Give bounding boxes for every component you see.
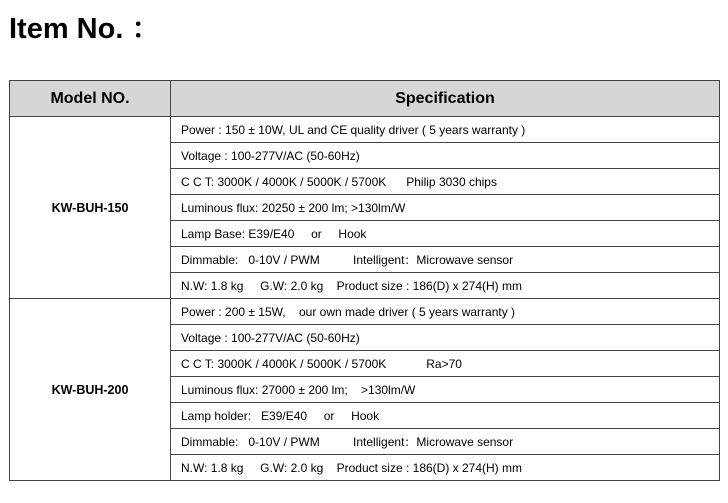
spec-lamp-holder: Lamp holder: E39/E40 or Hook — [171, 403, 720, 429]
header-model-no: Model NO. — [10, 81, 171, 117]
specification-table — [9, 80, 720, 481]
spec-weight-size: N.W: 1.8 kg G.W: 2.0 kg Product size : 186(D) x 274(H) mm — [171, 273, 720, 299]
model-cell: KW-BUH-150 — [10, 117, 171, 299]
spec-power: Power : 150 ± 10W, UL and CE quality driver ( 5 years warranty ) — [171, 117, 720, 143]
model-cell: KW-BUH-200 — [10, 299, 171, 481]
spec-dimmable: Dimmable: 0-10V / PWM Intelligent：Microwave sensor — [171, 247, 720, 273]
spec-voltage: Voltage : 100-277V/AC (50-60Hz) — [171, 325, 720, 351]
spec-luminous-flux: Luminous flux: 20250 ± 200 lm; >130lm/W — [171, 195, 720, 221]
spec-cct: C C T: 3000K / 4000K / 5000K / 5700K Ra>70 — [171, 351, 720, 377]
spec-dimmable: Dimmable: 0-10V / PWM Intelligent：Microwave sensor — [171, 429, 720, 455]
header-specification: Specification — [171, 81, 720, 117]
spec-voltage: Voltage : 100-277V/AC (50-60Hz) — [171, 143, 720, 169]
spec-luminous-flux: Luminous flux: 27000 ± 200 lm; >130lm/W — [171, 377, 720, 403]
spec-weight-size: N.W: 1.8 kg G.W: 2.0 kg Product size : 186(D) x 274(H) mm — [171, 455, 720, 481]
spec-power: Power : 200 ± 15W, our own made driver ( 5 years warranty ) — [171, 299, 720, 325]
item-number-heading: Item No. ： — [9, 13, 161, 45]
spec-cct: C C T: 3000K / 4000K / 5000K / 5700K Philip 3030 chips — [171, 169, 720, 195]
table-row — [10, 117, 720, 143]
table-row — [10, 299, 720, 325]
table-header-row — [10, 81, 720, 117]
spec-lamp-base: Lamp Base: E39/E40 or Hook — [171, 221, 720, 247]
